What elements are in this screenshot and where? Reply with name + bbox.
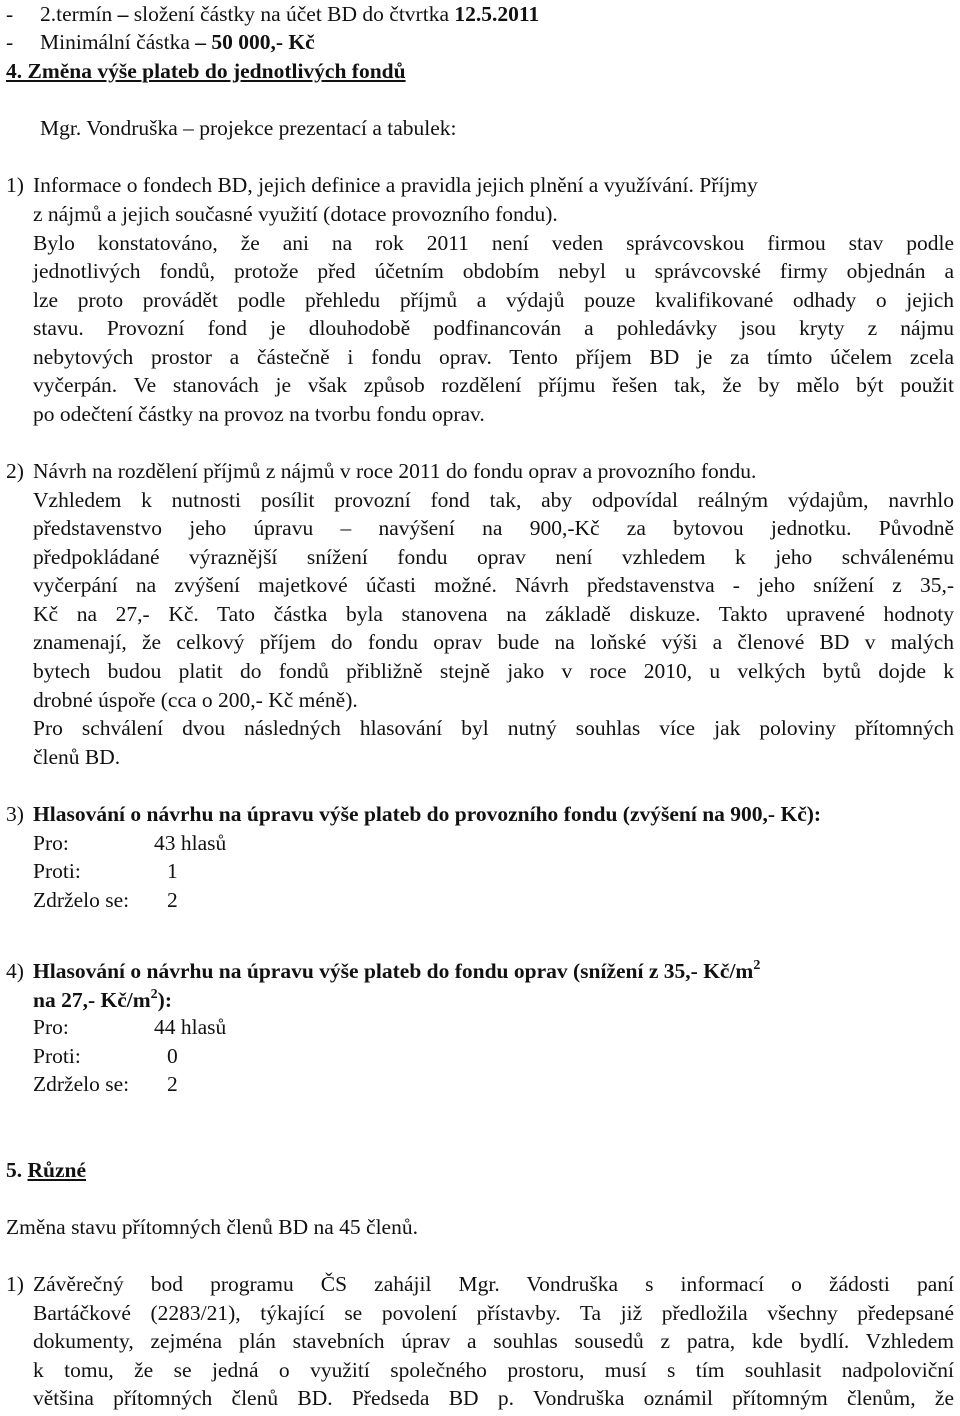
paragraph-line: členů BD. bbox=[33, 745, 121, 769]
vote-row bbox=[33, 1042, 954, 1071]
paragraph-line: bytech budou platit do fondů přibližně stejně jako v roce 2010, u velkých bytů dojde k bbox=[33, 659, 954, 683]
vote-label: Pro: bbox=[33, 831, 69, 855]
paragraph-line: Návrh na rozdělení příjmů z nájmů v roce 2011 do fondu oprav a provozního fondu. bbox=[33, 459, 757, 483]
paragraph-line: drobné úspoře (cca o 200,- Kč méně). bbox=[33, 688, 358, 712]
vote-row bbox=[33, 857, 954, 886]
dash-marker: - bbox=[6, 30, 14, 54]
vote-row bbox=[33, 829, 954, 858]
status-line: Změna stavu přítomných členů BD na 45 členů. bbox=[6, 1215, 418, 1239]
paragraph-line: Bartáčkové (2283/21), týkající se povolení přístavby. Ta již předložila všechny předepsané bbox=[33, 1301, 954, 1325]
vote-label: Proti: bbox=[33, 1044, 81, 1068]
paragraph-line: předpokládané výraznější snížení fondu oprav není vzhledem k jeho schválenému bbox=[33, 545, 954, 569]
vote-value: 2 bbox=[167, 1072, 178, 1096]
section-heading: 4. Změna výše plateb do jednotlivých fondů bbox=[6, 59, 406, 83]
vote-row bbox=[33, 1070, 954, 1099]
speaker-line: Mgr. Vondruška – projekce prezentací a tabulek: bbox=[40, 116, 457, 140]
paragraph-line: představenstvo jeho úpravu – navýšení na 900,-Kč za bytovou jednotku. Původně bbox=[33, 516, 954, 540]
paragraph-line: Kč na 27,- Kč. Tato částka byla stanovena na základě diskuze. Takto upravené hodnoty bbox=[33, 602, 954, 626]
vote-value: 43 hlasů bbox=[154, 831, 227, 855]
paragraph-line: stavu. Provozní fond je dlouhodobě podfinancován a pohledávky jsou kryty z nájmu bbox=[33, 316, 954, 340]
dash-marker: - bbox=[6, 2, 14, 26]
vote-value: 0 bbox=[167, 1044, 178, 1068]
paragraph-line: k tomu, že se jedná o využití společného prostoru, musí s tím souhlasit nadpoloviční bbox=[33, 1358, 954, 1382]
item-number: 2) bbox=[6, 459, 24, 483]
item-number: 3) bbox=[6, 802, 24, 826]
item-number: 1) bbox=[6, 1272, 24, 1296]
item-number: 1) bbox=[6, 173, 24, 197]
paragraph-line: Informace o fondech BD, jejich definice a pravidla jejich plnění a využívání. Příjmy bbox=[33, 173, 758, 197]
section-heading: 5. Různé bbox=[6, 1158, 87, 1182]
paragraph-line: po odečtení částky na provoz na tvorbu fondu oprav. bbox=[33, 402, 485, 426]
paragraph-line: jednotlivých fondů, protože před účetním obdobím nebyl u správcovské firmy objednán a bbox=[33, 259, 954, 283]
vote-title-cont: na 27,- $Kč/m^2$): bbox=[33, 987, 172, 1012]
paragraph-line: znamenají, že celkový příjem do fondu oprav bude na loňské výši a členové BD v malých bbox=[33, 630, 954, 654]
item-number: 4) bbox=[6, 959, 24, 983]
paragraph-line: lze proto provádět podle přehledu příjmů a výdajů pouze kvalifikované odhady o jejich bbox=[33, 288, 954, 312]
paragraph-line: dokumenty, zejména plán stavebních úprav a souhlas sousedů z patra, kde bydlí. Vzhledem bbox=[33, 1329, 954, 1353]
paragraph-line: z nájmů a jejich současné využití (dotace provozního fondu). bbox=[33, 202, 558, 226]
vote-label: Pro: bbox=[33, 1015, 69, 1039]
vote-title: Hlasování o návrhu na úpravu výše plateb do provozního fondu (zvýšení na 900,- Kč): bbox=[33, 802, 822, 826]
vote-value: 2 bbox=[167, 888, 178, 912]
vote-value: 44 hlasů bbox=[154, 1015, 227, 1039]
vote-value: 1 bbox=[167, 859, 178, 883]
vote-label: Proti: bbox=[33, 859, 81, 883]
paragraph-line: vyčerpán. Ve stanovách je však způsob rozdělení příjmu řešen tak, že by mělo být použit bbox=[33, 373, 954, 397]
vote-title: Hlasování o návrhu na úpravu výše plateb do fondu oprav (snížení z 35,- $Kč/m^2$ bbox=[33, 958, 761, 983]
paragraph-line: nebytových prostor a částečně i fondu oprav. Tento příjem BD je za tímto účelem zcela bbox=[33, 345, 954, 369]
vote-label: Zdrželo se: bbox=[33, 888, 130, 912]
paragraph-line: vyčerpání na zvýšení majetkové účasti možné. Návrh představenstva - jeho snížení z 35,- bbox=[33, 573, 954, 597]
paragraph-line: Bylo konstatováno, že ani na rok 2011 není veden správcovskou firmou stav podle bbox=[33, 231, 954, 255]
paragraph-line: většina přítomných členů BD. Předseda BD p. Vondruška oznámil přítomným členům, že bbox=[33, 1386, 954, 1410]
vote-row bbox=[33, 886, 954, 915]
vote-label: Zdrželo se: bbox=[33, 1072, 130, 1096]
paragraph-line: Vzhledem k nutnosti posílit provozní fond tak, aby odpovídal reálným výdajům, navrhlo bbox=[33, 488, 954, 512]
vote-row bbox=[33, 1013, 954, 1042]
paragraph-line: Pro schválení dvou následných hlasování byl nutný souhlas více jak poloviny přítomných bbox=[33, 716, 954, 740]
paragraph-line: Závěrečný bod programu ČS zahájil Mgr. Vondruška s informací o žádosti paní bbox=[33, 1272, 954, 1296]
